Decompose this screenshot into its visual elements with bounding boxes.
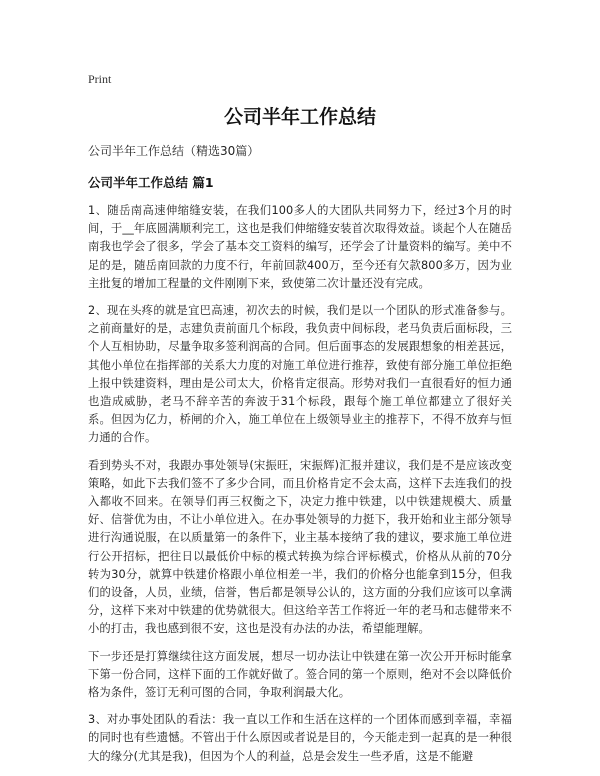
paragraph: 1、随岳南高速伸缩缝安装，在我们100多人的大团队共同努力下，经过3个月的时间，于__年底圆满顺利完工，这也是我们伸缩缝安装首次取得效益。谈起个人在随岳南我也学会了很多，学会了基本交工资料的编写，还学会了计量资料的编写。美中不足的是，随岳南回款的力度不行，年前回款400万，至今还有欠款800多万，因为业主批复的增加工程量的文件刚刚下来，致使第二次计量还没有完成。 — [88, 204, 512, 290]
paragraph: 看到势头不对，我跟办事处领导(宋振旺，宋振辉)汇报并建议，我们是不是应该改变策略，如此下去我们签不了多少合同，而且价格肯定不会太高，这样下去连我们的投入都收不回来。在领导们再三权衡之下，决定力推中铁建，以中铁建规模大、质量好、信誉优为由，不让小单位进入。在办事处领导的力挺下，我开始和业主部分领导进行沟通说服，在以质量第一的条件下，业主基本接纳了我的建议，要求施工单位进行公开招标，把往日以最低价中标的模式转换为综合评标模式，价格从从前的70分转为30分，就算中铁建价格跟小单位相差一半，我们的价格分也能拿到15分，但我们的设备，人员，业绩，信誉，售后都是领导公认的，这方面的分我们应该可以拿满分，这样下来对中铁建的优势就很大。但这给辛苦工作将近一年的老马和志健带来不小的打击，我也感到很不安，这也是没有办法的办法，希望能理解。 — [88, 458, 512, 636]
paragraph: 下一步还是打算继续往这方面发展，想尽一切办法让中铁建在第一次公开开标时能拿下第一份合同，这样下面的工作就好做了。签合同的第一个原则，绝对不会以降低价格为条件，签订无利可图的合同，争取利润最大化。 — [88, 649, 512, 700]
document-title: 公司半年工作总结 — [223, 106, 376, 128]
document-subtitle: 公司半年工作总结（精选30篇） — [88, 144, 260, 158]
section-heading: 公司半年工作总结 篇1 — [88, 175, 214, 190]
paragraph: 2、现在头疼的就是宜巴高速，初次去的时候，我们是以一个团队的形式准备参与。之前商量好的是，志建负责前面几个标段，我负责中间标段，老马负责后面标段，三个人互相协助，尽量争取多签利润高的合同。但后面事态的发展跟想象的相差甚远，其他小单位在指挥部的关系大力度的对施工单位进行推荐，致使有部分施工单位拒绝上报中铁建资料，理由是公司太大，价格肯定很高。形势对我们一直很看好的恒力通也造成威胁，老马不辞辛苦的奔波于31个标段，跟每个施工单位都建立了很好关系。但因为亿力，桥闸的介入，施工单位在上级领导业主的推荐下，不得不放弃与恒力通的合作。 — [88, 304, 512, 445]
paragraph: 3、对办事处团队的看法：我一直以工作和生活在这样的一个团体而感到幸福，幸福的同时也有些遗憾。不管出于什么原因或者说是目的，今天能走到一起真的是一种很大的缘分(尤其是我)，但因为个人的利益，总是会发生一些矛盾，这是不能避 — [88, 713, 512, 763]
print-link[interactable]: Print — [88, 72, 112, 86]
